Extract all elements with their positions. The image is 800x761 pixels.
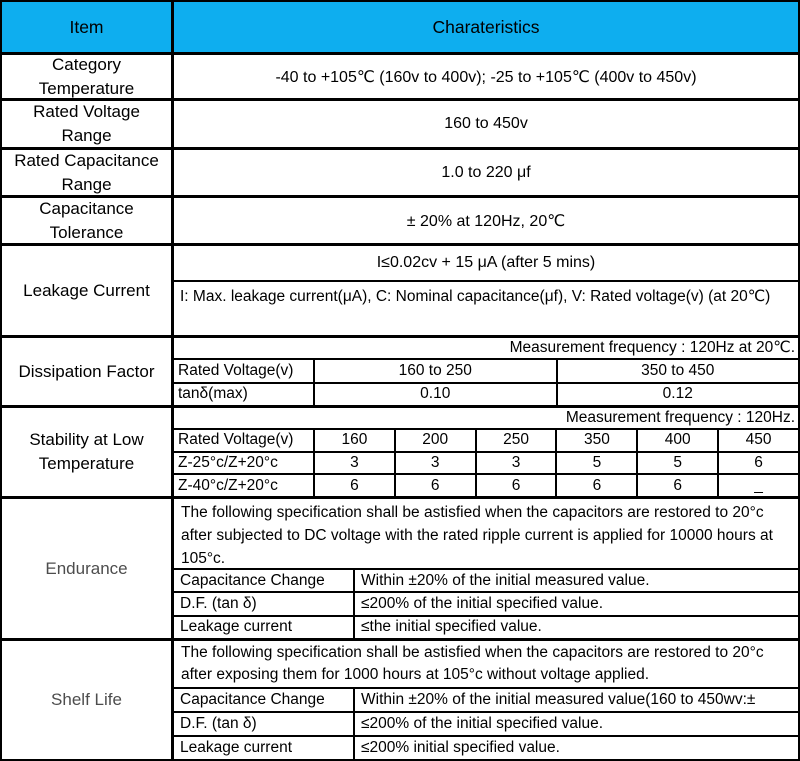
stability-voltage-160: 160 — [315, 430, 396, 451]
df-range-2: 350 to 450 — [641, 361, 715, 379]
stability-voltage-250: 250 — [477, 430, 558, 451]
stability-z40-label: Z-40°c/Z+20°c — [174, 475, 315, 496]
shelf-life-content — [174, 641, 798, 759]
rated-capacitance-range-value: 1.0 to 220 μf — [441, 163, 531, 181]
stability-z40-v450: _ — [754, 476, 763, 494]
shelf-life-df-value: ≤200% of the initial specified value. — [361, 715, 604, 732]
stability-z25-v160: 3 — [315, 453, 396, 474]
endurance-leakage-label: Leakage current — [174, 617, 355, 638]
leakage-current-formula: I≤0.02cv + 15 μA (after 5 mins) — [174, 246, 798, 282]
leakage-current-label: Leakage Current — [2, 246, 174, 335]
stability-rated-voltage-header: Rated Voltage(v) — [174, 430, 315, 451]
dissipation-factor-tan-row — [174, 384, 798, 406]
stability-z25-row — [174, 453, 798, 476]
category-temperature-label: Category Temperature — [2, 55, 174, 98]
row-leakage-current — [2, 246, 798, 338]
leakage-current-content — [174, 246, 798, 335]
endurance-description: The following specification shall be astisfied when the capacitors are restored to 20°c after subjected to DC voltage with the rated ripple current is applied for 10000 hours at 105°c. — [174, 499, 798, 570]
category-temperature-value: -40 to +105℃ (160v to 400v); -25 to +105℃ (400v to 450v) — [275, 68, 697, 86]
header-characteristics: Charateristics — [174, 2, 798, 52]
shelf-life-df-row — [174, 713, 798, 737]
stability-voltage-350: 350 — [557, 430, 638, 451]
stability-voltage-450: 450 — [745, 431, 772, 449]
endurance-leakage-value: ≤the initial specified value. — [361, 618, 542, 636]
row-category-temperature — [2, 55, 798, 101]
stability-content — [174, 408, 798, 496]
shelf-life-leakage-value: ≤200% initial specified value. — [361, 739, 560, 756]
shelf-life-capacitance-change-label: Capacitance Change — [174, 689, 355, 711]
dissipation-factor-header-row — [174, 360, 798, 384]
stability-z40-v200: 6 — [396, 475, 477, 496]
shelf-life-label: Shelf Life — [2, 641, 174, 759]
df-rated-voltage-header: Rated Voltage(v) — [174, 360, 315, 382]
row-dissipation-factor — [2, 338, 798, 408]
dissipation-factor-content — [174, 338, 798, 405]
stability-header-row — [174, 430, 798, 453]
df-range-1: 160 to 250 — [315, 360, 558, 382]
stability-measurement-note: Measurement frequency : 120Hz. — [174, 408, 798, 430]
endurance-df-label: D.F. (tan δ) — [174, 593, 355, 614]
stability-z25-v250: 3 — [477, 453, 558, 474]
df-tan-label: tanδ(max) — [174, 384, 315, 406]
shelf-life-capacitance-change-value: Within ±20% of the initial measured value(160 to 450wv:± — [361, 691, 756, 708]
stability-voltage-200: 200 — [396, 430, 477, 451]
df-tan-value-2: 0.12 — [662, 385, 693, 403]
endurance-capacitance-change-value: Within ±20% of the initial measured value. — [361, 571, 650, 589]
stability-z40-v350: 6 — [557, 475, 638, 496]
shelf-life-capacitance-change-row — [174, 689, 798, 713]
stability-z25-v350: 5 — [557, 453, 638, 474]
row-rated-voltage-range — [2, 101, 798, 150]
dissipation-factor-measurement-note: Measurement frequency : 120Hz at 20℃. — [174, 338, 798, 360]
shelf-life-leakage-label: Leakage current — [174, 737, 355, 759]
stability-label: Stability at Low Temperature — [2, 408, 174, 496]
stability-z25-label: Z-25°c/Z+20°c — [174, 453, 315, 474]
endurance-capacitance-change-row — [174, 570, 798, 593]
df-tan-value-1: 0.10 — [315, 384, 558, 406]
shelf-life-leakage-row — [174, 737, 798, 759]
stability-z25-v450: 6 — [754, 454, 763, 471]
shelf-life-df-label: D.F. (tan δ) — [174, 713, 355, 735]
rated-voltage-range-value: 160 to 450v — [444, 115, 528, 132]
header-item: Item — [2, 2, 174, 52]
stability-z25-v200: 3 — [396, 453, 477, 474]
endurance-label: Endurance — [2, 499, 174, 638]
stability-voltage-400: 400 — [638, 430, 719, 451]
row-stability-low-temperature — [2, 408, 798, 499]
rated-voltage-range-label: Rated Voltage Range — [2, 101, 174, 147]
table-header-row — [2, 2, 798, 55]
rated-capacitance-range-label: Rated Capacitance Range — [2, 150, 174, 195]
stability-z40-row — [174, 475, 798, 496]
capacitance-tolerance-value: ± 20% at 120Hz, 20℃ — [406, 212, 566, 230]
leakage-current-note: I: Max. leakage current(μA), C: Nominal capacitance(μf), V: Rated voltage(v) (at 20℃) — [180, 288, 771, 305]
stability-z40-v250: 6 — [477, 475, 558, 496]
row-endurance — [2, 499, 798, 641]
endurance-leakage-row — [174, 617, 798, 638]
row-rated-capacitance-range — [2, 150, 798, 198]
row-shelf-life — [2, 641, 798, 759]
endurance-capacitance-change-label: Capacitance Change — [174, 570, 355, 591]
stability-z40-v160: 6 — [315, 475, 396, 496]
shelf-life-description: The following specification shall be astisfied when the capacitors are restored to 20°c after exposing them for 1000 hours at 105°c without voltage applied. — [174, 641, 798, 689]
stability-z40-v400: 6 — [638, 475, 719, 496]
row-capacitance-tolerance — [2, 198, 798, 246]
dissipation-factor-label: Dissipation Factor — [2, 338, 174, 405]
endurance-df-row — [174, 593, 798, 616]
endurance-content — [174, 499, 798, 638]
endurance-df-value: ≤200% of the initial specified value. — [361, 594, 604, 612]
stability-z25-v400: 5 — [638, 453, 719, 474]
capacitance-tolerance-label: Capacitance Tolerance — [2, 198, 174, 243]
